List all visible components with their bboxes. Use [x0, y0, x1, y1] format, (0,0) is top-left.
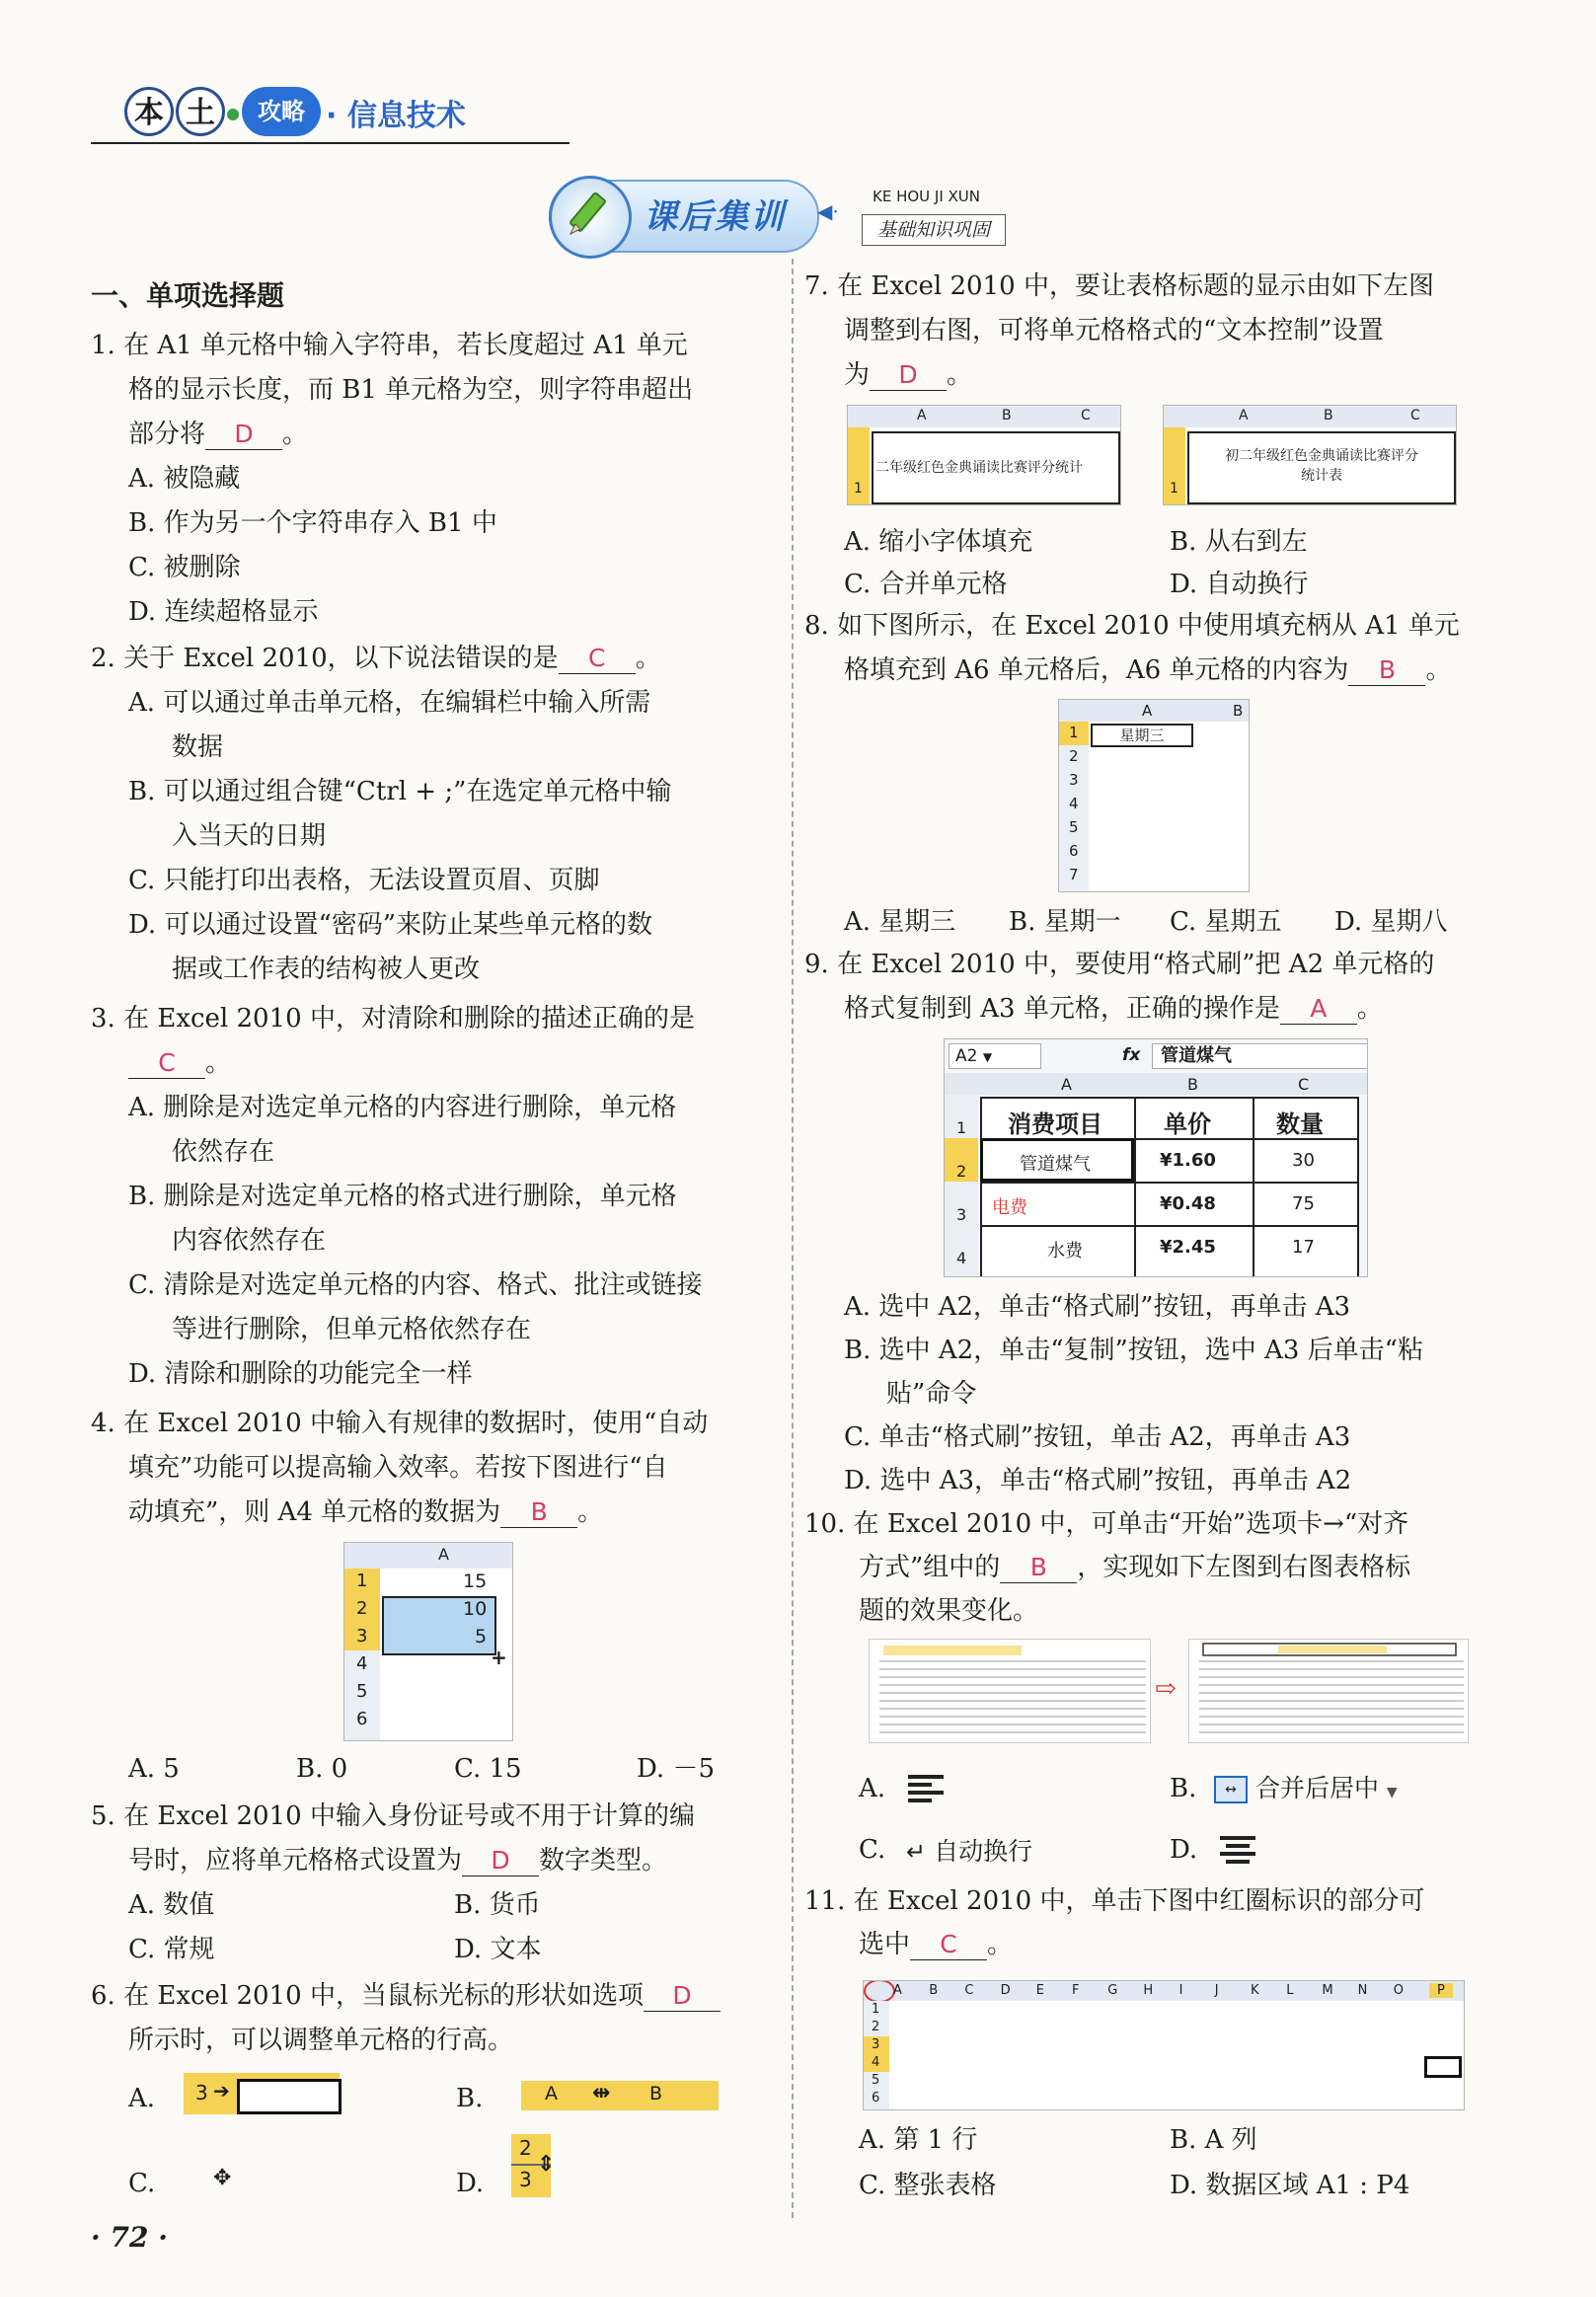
q11-col-p: P [1429, 1983, 1453, 1998]
q4-col-header [344, 1543, 512, 1569]
q11-line2: 选中 C 。 [859, 1930, 1014, 1959]
q7-option-c: C. 合并单元格 [844, 570, 1008, 599]
q9-r4-price: ¥2.45 [1160, 1237, 1216, 1258]
q2-answer: C [559, 644, 636, 674]
q5-line1: 5. 在 Excel 2010 中输入身份证号或不用于计算的编 [91, 1801, 695, 1831]
q5-option-a: A. 数值 [128, 1890, 215, 1920]
q11-col-g: G [1107, 1983, 1118, 1998]
q4-row-4: 4 [356, 1653, 368, 1674]
q7-line3: 为 D 。 [844, 360, 973, 390]
q6-a-cell [237, 2079, 342, 2114]
q1-option-d: D. 连续超格显示 [128, 597, 319, 627]
q8-row-2: 2 [1069, 747, 1079, 765]
q9-line2: 格式复制到 A3 单元格，正确的操作是 A 。 [844, 994, 1383, 1024]
q6-option-d-label: D. [456, 2169, 485, 2198]
q11-col-j: J [1214, 1983, 1219, 1998]
q2-option-d-cont: 据或工作表的结构被人更改 [172, 955, 481, 984]
q8-row-3: 3 [1069, 771, 1079, 789]
header-rule [91, 142, 570, 144]
subject-title: · 信息技术 [326, 99, 466, 133]
q10-option-a-label: A. [859, 1774, 886, 1803]
q4-row-5: 5 [356, 1681, 368, 1702]
q2-option-a: A. 可以通过单击单元格，在编辑栏中输入所需 [128, 688, 651, 718]
q11-row-3: 3 [872, 2037, 880, 2052]
q6-answer: D [644, 1981, 721, 2012]
wrap-text-icon: ↵ [906, 1838, 927, 1866]
q7-right-image [1163, 405, 1457, 505]
q9-col-b: B [1187, 1075, 1198, 1094]
section-title: 一、单项选择题 [91, 279, 285, 312]
q9-namebox: A2 ▼ [949, 1043, 1041, 1069]
q11-row-6: 6 [872, 2091, 880, 2106]
q8-fill-grid [1058, 699, 1250, 892]
q7-left-col-a: A [917, 408, 927, 423]
q6-d-row-3: 3 [519, 2168, 532, 2191]
q1-option-a: A. 被隐藏 [128, 464, 241, 494]
right-arrow-cursor-icon: ➔ [213, 2079, 230, 2103]
q11-col-o: O [1393, 1983, 1405, 1998]
q11-col-c: C [964, 1983, 974, 1998]
q9-r3-price: ¥0.48 [1160, 1193, 1216, 1214]
q11-option-b: B. A 列 [1170, 2125, 1257, 2155]
q9-sheet [944, 1038, 1368, 1277]
q6-line1: 6. 在 Excel 2010 中，当鼠标光标的形状如选项 D [91, 1974, 721, 2018]
q4-line3: 动填充”，则 A4 单元格的数据为 B 。 [128, 1497, 604, 1527]
q8-row-6: 6 [1069, 842, 1079, 860]
logo-char-tu: 土 [176, 87, 225, 136]
align-left-icon [908, 1775, 944, 1802]
q7-line1: 7. 在 Excel 2010 中，要让表格标题的显示由如下左图 [804, 271, 1434, 301]
q9-answer: A [1280, 994, 1357, 1025]
q5-option-b: B. 货币 [454, 1890, 541, 1920]
q8-row-1: 1 [1069, 724, 1079, 741]
q11-row-5: 5 [872, 2073, 880, 2088]
q11-col-m: M [1322, 1983, 1333, 1998]
q4-col-label: A [438, 1545, 449, 1564]
q3-option-b-cont: 内容依然存在 [172, 1226, 327, 1256]
q3-answer: C [128, 1048, 205, 1079]
q6-d-row-2: 2 [519, 2136, 532, 2160]
q6-option-d-image [511, 2134, 556, 2197]
q8-option-d: D. 星期八 [1334, 907, 1448, 937]
q8-col-a: A [1142, 702, 1153, 720]
q9-option-b: B. 选中 A2，单击“复制”按钮，选中 A3 后单击“粘 [844, 1336, 1423, 1365]
q9-formula-bar: 管道煤气 [1152, 1043, 1368, 1069]
q11-col-n: N [1357, 1983, 1368, 1998]
q4-row-2: 2 [356, 1598, 368, 1619]
q11-row-1: 1 [872, 2002, 880, 2017]
q11-col-header [864, 1981, 1464, 2001]
col-resize-cursor-icon: ⇹ [592, 2081, 611, 2106]
q9-header-price: 单价 [1164, 1110, 1211, 1138]
q9-vline-1 [1134, 1097, 1136, 1276]
column-divider [792, 259, 795, 2218]
row-resize-cursor-icon: ⇕ [537, 2152, 556, 2177]
q8-col-header [1059, 700, 1249, 722]
q6-line2: 所示时，可以调整单元格的行高。 [128, 2026, 514, 2055]
q11-answer: C [910, 1930, 987, 1960]
q7-right-col-b: B [1324, 408, 1333, 423]
logo-dot-icon [227, 109, 239, 120]
q4-option-a: A. 5 [128, 1754, 180, 1784]
q5-answer: D [462, 1846, 539, 1876]
q1-line2: 格的显示长度，而 B1 单元格为空，则字符串超出 [128, 375, 694, 405]
q10-line2: 方式”组中的 B ，实现如下左图到右图表格标 [859, 1553, 1411, 1582]
q9-r2-price: ¥1.60 [1160, 1150, 1216, 1171]
q7-answer: D [870, 360, 947, 391]
q9-row-1: 1 [956, 1118, 967, 1137]
q1-line1: 1. 在 A1 单元格中输入字符串，若长度超过 A1 单元 [91, 331, 688, 360]
q10-right-thumb [1188, 1639, 1469, 1743]
q7-option-d: D. 自动换行 [1170, 570, 1309, 599]
q7-line2: 调整到右图，可将单元格格式的“文本控制”设置 [844, 316, 1384, 345]
q10-right-thumb-lines [1189, 1640, 1468, 1742]
q8-option-a: A. 星期三 [844, 907, 956, 937]
q7-left-row-1: 1 [854, 481, 863, 497]
q2-option-b-cont: 入当天的日期 [172, 821, 327, 851]
q1-line3: 部分将 D 。 [128, 420, 309, 449]
q3-option-c: C. 清除是对选定单元格的内容、格式、批注或链接 [128, 1270, 703, 1300]
q9-option-b-cont: 贴”命令 [886, 1379, 977, 1409]
q3-option-b: B. 删除是对选定单元格的格式进行删除，单元格 [128, 1182, 677, 1211]
q3-line1: 3. 在 Excel 2010 中，对清除和删除的描述正确的是 [91, 1004, 695, 1034]
q11-sheet [863, 1980, 1465, 2110]
q11-option-a: A. 第 1 行 [859, 2125, 978, 2155]
q10-left-thumb [869, 1639, 1151, 1743]
q9-option-a: A. 选中 A2，单击“格式刷”按钮，再单击 A3 [844, 1292, 1351, 1322]
q6-option-b-image [521, 2081, 719, 2110]
q9-row-4: 4 [956, 1249, 967, 1267]
q2-option-a-cont: 数据 [172, 732, 224, 762]
q9-r4-qty: 17 [1292, 1237, 1315, 1258]
q9-r2-qty: 30 [1292, 1150, 1315, 1171]
q4-row-6: 6 [356, 1709, 368, 1729]
q10-option-d-label: D. [1170, 1835, 1198, 1865]
q9-row-3: 3 [956, 1205, 967, 1224]
q7-left-title: 二年级红色金典诵读比赛评分统计 [875, 460, 1083, 476]
q4-cell-a2: 10 [463, 1598, 488, 1620]
q11-col-i: I [1178, 1983, 1183, 1998]
logo-char-ben: 本 [124, 87, 174, 136]
q5-option-d: D. 文本 [454, 1935, 542, 1964]
q11-row-2: 2 [872, 2020, 880, 2034]
q11-active-cell [1424, 2056, 1462, 2078]
q9-hline-3 [980, 1225, 1357, 1227]
q7-left-col-header [848, 406, 1120, 427]
q2-line1: 2. 关于 Excel 2010，以下说法错误的是 C 。 [91, 644, 661, 673]
q2-option-c: C. 只能打印出表格，无法设置页眉、页脚 [128, 866, 600, 895]
q9-r4-item: 水费 [1047, 1241, 1083, 1262]
q5-line2: 号时，应将单元格格式设置为 D 数字类型。 [128, 1846, 668, 1876]
q6-option-c-label: C. [128, 2169, 156, 2198]
q3-line2: C 。 [128, 1041, 231, 1085]
q11-col-a: A [893, 1983, 902, 1998]
q6-a-row-label: 3 [195, 2081, 208, 2105]
q11-option-d: D. 数据区域 A1 : P4 [1170, 2171, 1410, 2200]
q4-cell-a1: 15 [463, 1570, 488, 1592]
q4-row-3: 3 [356, 1626, 368, 1646]
q7-right-row-1: 1 [1170, 481, 1178, 497]
pencil-badge-icon [549, 176, 632, 259]
q4-autofill-grid [343, 1542, 513, 1741]
q9-col-c: C [1298, 1075, 1310, 1094]
q7-left-image [847, 405, 1121, 505]
q9-option-d: D. 选中 A3，单击“格式刷”按钮，再单击 A2 [844, 1466, 1352, 1495]
fill-handle-icon: + [491, 1646, 507, 1669]
q8-cell-a1: 星期三 [1091, 724, 1193, 747]
q11-row-4: 4 [872, 2055, 880, 2070]
q11-select-all-circle [864, 1980, 895, 2003]
q11-col-k: K [1251, 1983, 1259, 1998]
arrow-right-icon: ⇨ [1155, 1674, 1177, 1704]
q10-left-thumb-lines [870, 1640, 1150, 1742]
q11-col-d: D [1000, 1983, 1011, 1998]
q6-option-b-label: B. [456, 2084, 484, 2113]
fx-icon: fx [1122, 1045, 1141, 1065]
q9-option-c: C. 单击“格式刷”按钮，单击 A2，再单击 A3 [844, 1422, 1351, 1452]
q1-answer: D [205, 420, 282, 450]
q9-col-a: A [1061, 1075, 1072, 1094]
q2-option-b: B. 可以通过组合键“Ctrl + ;”在选定单元格中输 [128, 777, 672, 806]
q6-b-col-a: A [545, 2083, 558, 2105]
q2-option-d: D. 可以通过设置“密码”来防止某些单元格的数 [128, 910, 653, 940]
cross-select-cursor-icon: ✥ [213, 2166, 232, 2190]
q7-right-title-2: 统计表 [1301, 468, 1342, 484]
align-center-icon [1220, 1836, 1255, 1864]
q7-left-col-b: B [1002, 408, 1012, 423]
q10-option-b-label: B. [1170, 1774, 1197, 1803]
q3-option-a-cont: 依然存在 [172, 1137, 275, 1167]
q7-left-cell [872, 431, 1120, 504]
q9-r3-qty: 75 [1292, 1193, 1315, 1214]
q11-option-c: C. 整张表格 [859, 2171, 997, 2200]
q8-option-c: C. 星期五 [1170, 907, 1282, 937]
q10-option-c-label: C. [859, 1835, 886, 1865]
q8-line2: 格填充到 A6 单元格后，A6 单元格的内容为 B 。 [844, 655, 1452, 685]
page-number: · 72 · [91, 2221, 168, 2254]
q7-option-a: A. 缩小字体填充 [844, 527, 1033, 557]
q9-header-item: 消费项目 [1008, 1110, 1102, 1138]
q8-answer: B [1348, 655, 1425, 686]
q9-r3-item: 电费 [992, 1197, 1027, 1218]
banner-pinyin: KE HOU JI XUN [873, 188, 981, 205]
q11-col-b: B [929, 1983, 939, 1998]
q8-col-b: B [1233, 702, 1244, 720]
q8-row-5: 5 [1069, 818, 1079, 836]
q4-line2: 填充”功能可以提高输入效率。若按下图进行“自 [128, 1453, 668, 1483]
q8-row-4: 4 [1069, 795, 1079, 812]
q9-line1: 9. 在 Excel 2010 中，要使用“格式刷”把 A2 单元格的 [804, 950, 1435, 979]
q7-right-cell [1187, 431, 1456, 504]
q3-option-d: D. 清除和删除的功能完全一样 [128, 1359, 473, 1389]
merge-center-button: ↔ 合并后居中 ▼ [1214, 1769, 1398, 1802]
q1-option-b: B. 作为另一个字符串存入 B1 中 [128, 508, 497, 538]
q7-left-col-c: C [1081, 408, 1091, 423]
q7-right-title-1: 初二年级红色金典诵读比赛评分 [1225, 448, 1418, 464]
q8-option-b: B. 星期一 [1009, 907, 1121, 937]
q9-r2-item: 管道煤气 [1020, 1154, 1091, 1175]
merge-cells-icon: ↔ [1214, 1776, 1248, 1803]
logo-gonglue: 攻略 [242, 87, 321, 136]
q4-option-d: D. －5 [637, 1754, 715, 1784]
q10-answer: B [1000, 1553, 1077, 1583]
q3-option-a: A. 删除是对选定单元格的内容进行删除，单元格 [128, 1093, 677, 1122]
banner-arrow-icon: ◀· [817, 199, 839, 223]
q8-line1: 8. 如下图所示，在 Excel 2010 中使用填充柄从 A1 单元 [804, 611, 1460, 641]
q11-line1: 11. 在 Excel 2010 中，单击下图中红圈标识的部分可 [804, 1886, 1425, 1916]
banner-title: 课后集训 [644, 197, 786, 237]
q4-option-b: B. 0 [296, 1754, 348, 1784]
q4-answer: B [500, 1497, 577, 1528]
q1-option-c: C. 被删除 [128, 553, 241, 582]
q4-line1: 4. 在 Excel 2010 中输入有规律的数据时，使用“自动 [91, 1409, 709, 1438]
banner-subtitle: 基础知识巩固 [862, 214, 1006, 246]
q9-header-qty: 数量 [1276, 1110, 1324, 1138]
q3-option-c-cont: 等进行删除，但单元格依然存在 [172, 1315, 532, 1344]
q5-option-c: C. 常规 [128, 1935, 215, 1964]
wrap-text-button: ↵ 自动换行 [906, 1837, 1033, 1866]
q11-col-f: F [1072, 1983, 1080, 1998]
q4-option-c: C. 15 [454, 1754, 522, 1784]
q8-row-7: 7 [1069, 866, 1079, 883]
q6-option-a-image [184, 2073, 340, 2114]
q10-line1: 10. 在 Excel 2010 中，可单击“开始”选项卡→“对齐 [804, 1509, 1409, 1539]
q11-col-e: E [1035, 1983, 1045, 1998]
q7-option-b: B. 从右到左 [1170, 527, 1308, 557]
q9-hline-2 [980, 1182, 1357, 1184]
q7-right-col-c: C [1410, 408, 1420, 423]
q10-line3: 题的效果变化。 [859, 1596, 1039, 1626]
q11-col-l: L [1286, 1983, 1294, 1998]
q9-vline-2 [1253, 1097, 1254, 1276]
q4-cell-a3: 5 [475, 1626, 488, 1647]
q6-option-a-label: A. [128, 2084, 156, 2113]
q11-col-h: H [1143, 1983, 1154, 1998]
q4-row-1: 1 [356, 1570, 368, 1591]
q7-right-col-a: A [1239, 408, 1249, 423]
q6-b-col-b: B [649, 2083, 663, 2105]
q9-row-2: 2 [956, 1162, 967, 1181]
